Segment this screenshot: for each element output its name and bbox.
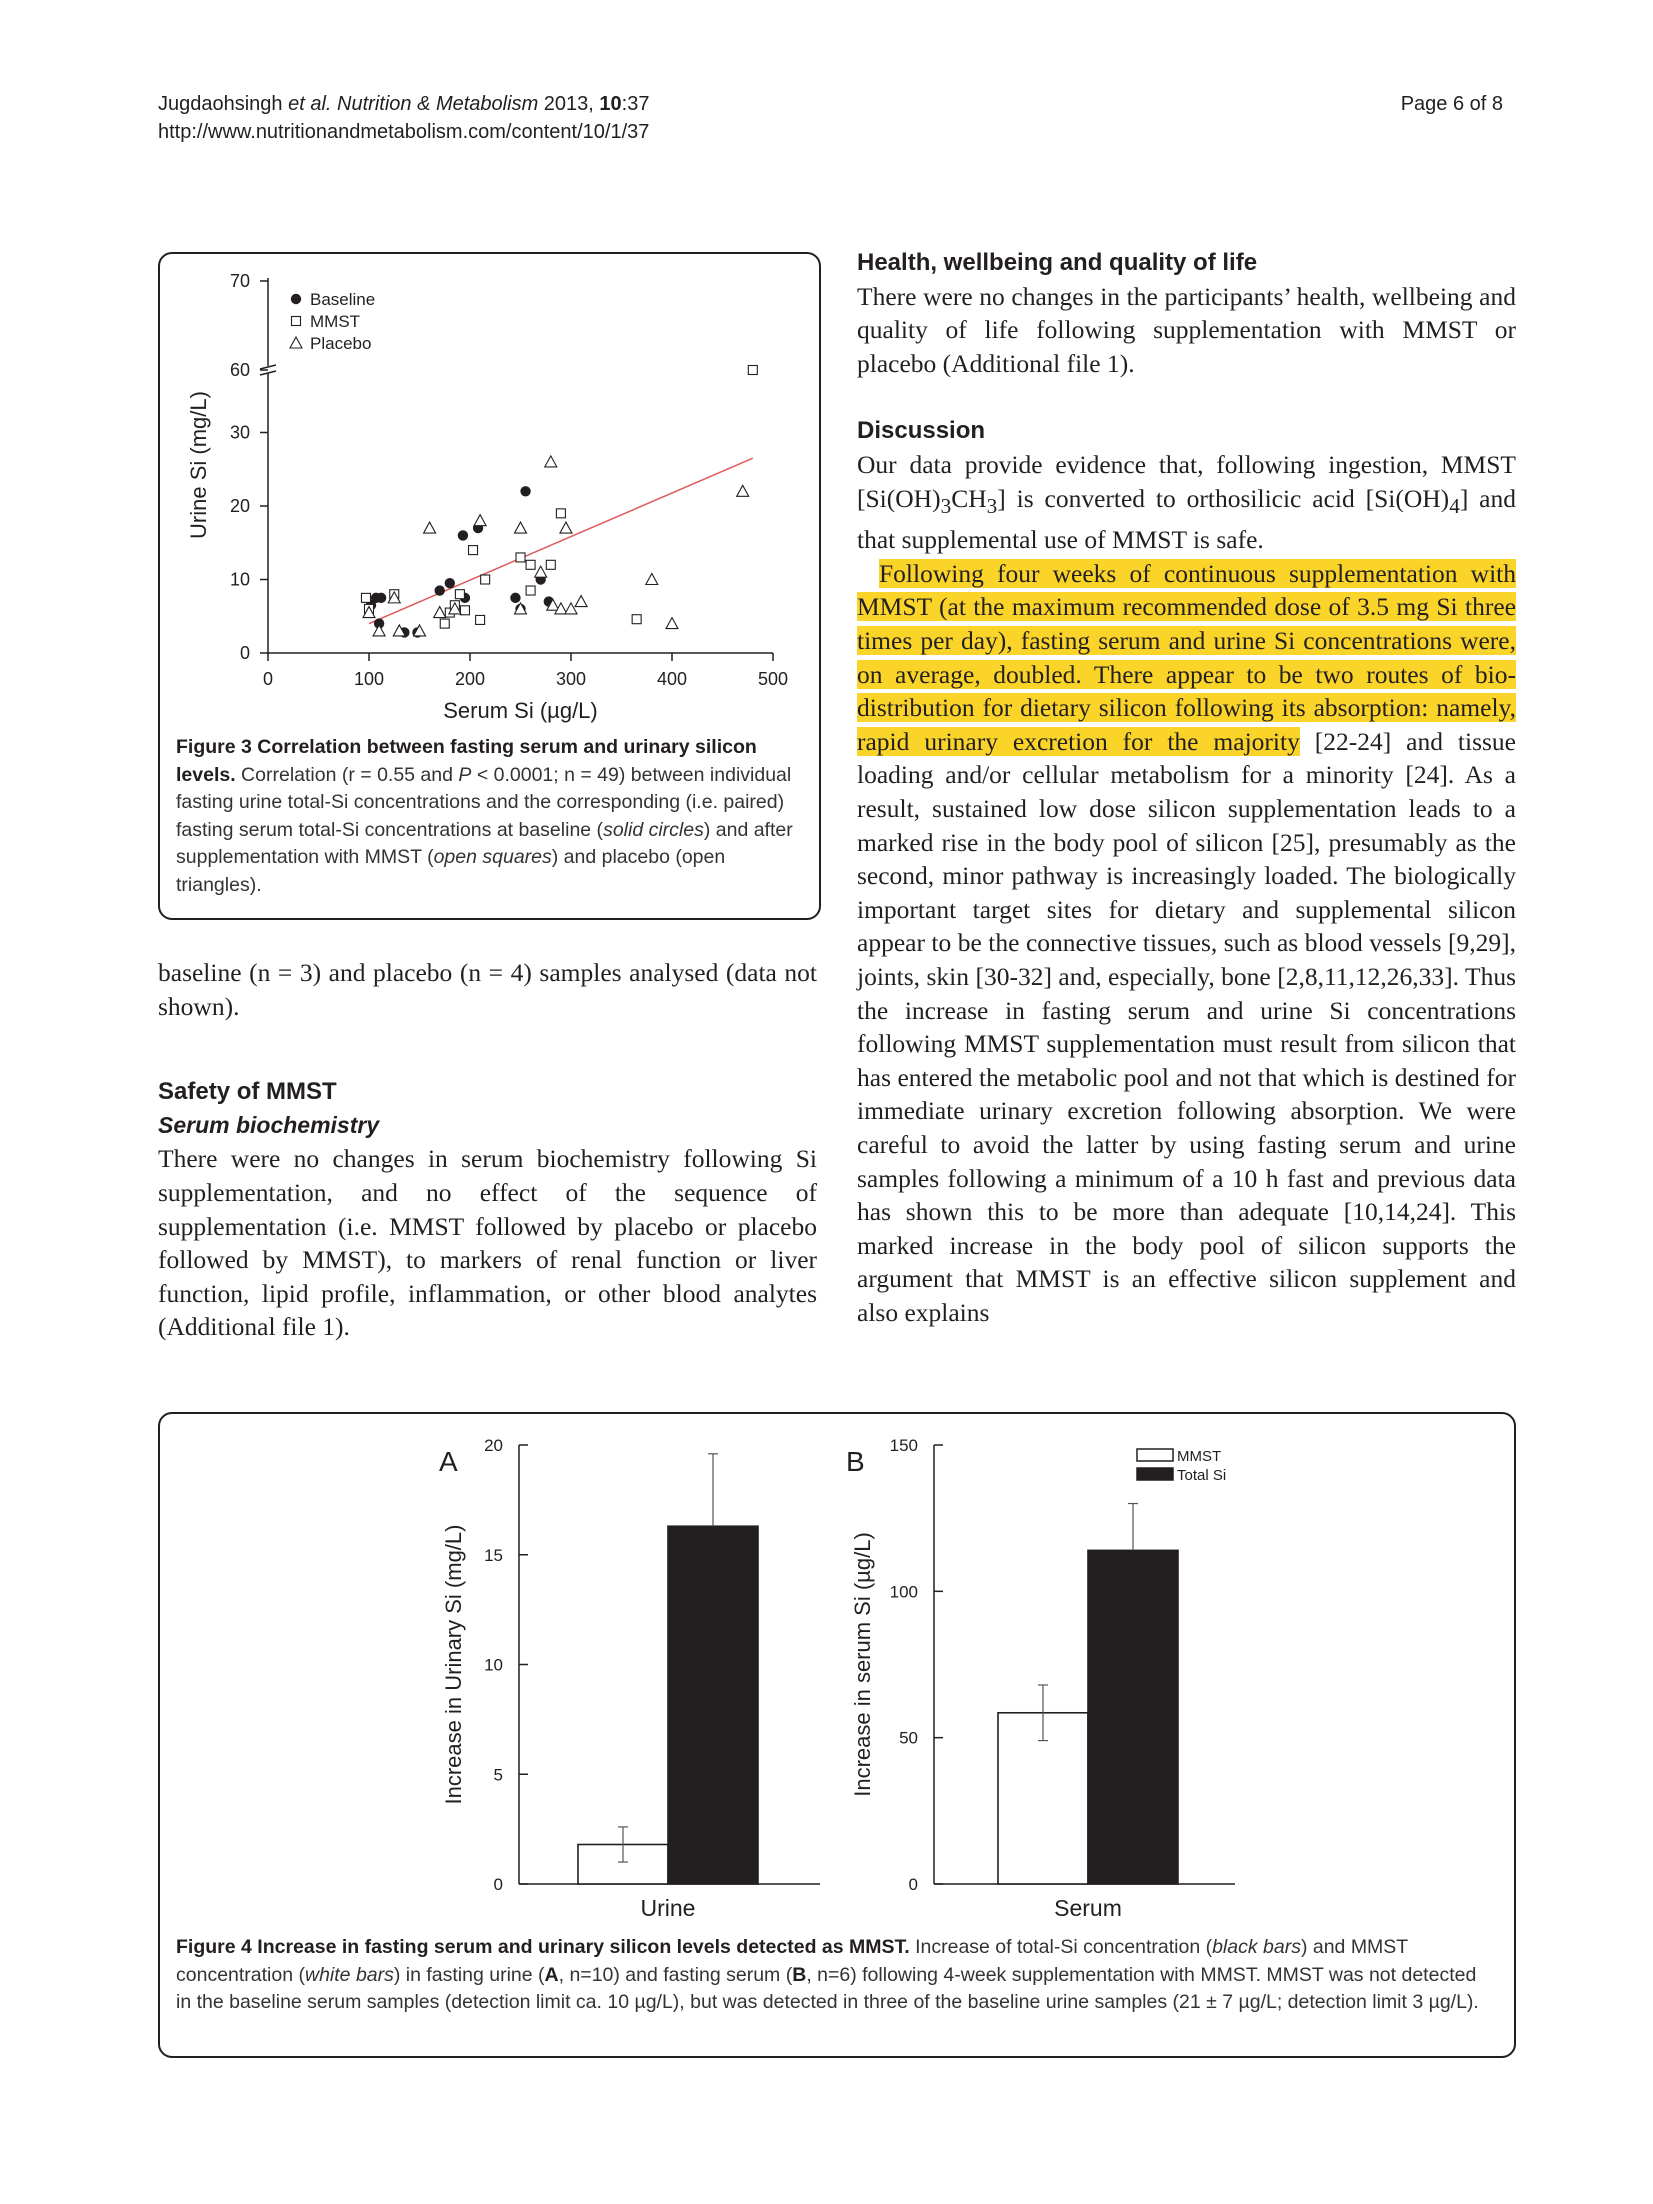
data-point-baseline bbox=[445, 578, 455, 588]
figure-4-bar-charts bbox=[160, 1414, 1514, 1934]
figure-4-label: Figure 4 bbox=[176, 1936, 252, 1958]
legend-label-mmst: MMST bbox=[310, 312, 361, 331]
data-point-placebo bbox=[737, 485, 749, 496]
data-point-baseline bbox=[520, 486, 530, 496]
running-header bbox=[158, 90, 649, 146]
legend-label-mmst: MMST bbox=[1177, 1448, 1222, 1465]
figure-3-caption: Figure 3 Correlation between fasting serum and urinary silicon levels. Correlation (r = 0.55 and P < 0.0001; n = 49) between individual fasting urine total-Si concentrations and the corresponding (i.e. paired) fasting serum total-Si concentrations at baseline (solid circles) and after supplementation with MMST (open squares) and placebo (open triangles). bbox=[176, 736, 793, 896]
data-point-mmst bbox=[516, 553, 525, 562]
data-point-placebo bbox=[515, 522, 527, 533]
data-point-placebo bbox=[434, 607, 446, 618]
y-tick-label: 10 bbox=[229, 569, 250, 590]
bar-total-si bbox=[668, 1526, 758, 1884]
data-point-mmst bbox=[481, 575, 490, 584]
figure-4-caption: Figure 4 Increase in fasting serum and urinary silicon levels detected as MMST. Increase of total-Si concentration (black bars) and MMST concentration (white bars) in fasting urine (A, n=10) and fasting serum (B, n=6) following 4-week supplementation with MMST. MMST was not detected in the baseline serum samples (detection limit ca. 10 µg/L), but was detected in three of the baseline urine samples (21 ± 7 µg/L; detection limit 3 µg/L). bbox=[176, 1936, 1479, 2014]
health-paragraph: There were no changes in the participants’ health, wellbeing and quality of life following supplementation with MMST or placebo (Additional file 1). bbox=[857, 281, 1516, 378]
data-point-placebo bbox=[646, 574, 658, 585]
data-point-baseline bbox=[376, 593, 386, 603]
x-tick-label: 300 bbox=[555, 669, 587, 689]
data-point-mmst bbox=[632, 615, 641, 624]
right-column bbox=[857, 246, 1516, 1330]
left-column bbox=[158, 956, 817, 1344]
legend-label-placebo: Placebo bbox=[310, 334, 372, 353]
y-axis-title: Increase in Urinary Si (mg/L) bbox=[441, 1524, 466, 1805]
panel-label: A bbox=[439, 1446, 458, 1477]
y-tick-label: 0 bbox=[493, 1875, 503, 1894]
y-axis-title: Urine Si (mg/L) bbox=[186, 391, 211, 539]
figure-3-box bbox=[158, 252, 821, 920]
legend-label-baseline: Baseline bbox=[310, 290, 376, 309]
legend-swatch-mmst bbox=[1137, 1449, 1173, 1461]
data-point-mmst bbox=[455, 590, 464, 599]
y-tick-label: 0 bbox=[908, 1875, 918, 1894]
data-point-placebo bbox=[474, 515, 486, 526]
x-tick-label: 100 bbox=[353, 669, 385, 689]
page-number: Page 6 of 8 bbox=[1400, 93, 1503, 115]
category-label: Urine bbox=[640, 1895, 696, 1921]
data-point-mmst bbox=[440, 619, 449, 628]
data-point-baseline bbox=[510, 593, 520, 603]
data-point-placebo bbox=[560, 522, 572, 533]
safety-heading: Safety of MMST bbox=[158, 1078, 337, 1106]
y-tick-label: 20 bbox=[484, 1436, 503, 1455]
y-axis-title: Increase in serum Si (µg/L) bbox=[850, 1532, 875, 1797]
data-point-mmst bbox=[476, 615, 485, 624]
x-tick-label: 0 bbox=[262, 669, 274, 689]
highlighted-text[interactable]: Following four weeks of continuous supplementation with MMST (at the maximum recommended dose of 3.5 mg Si three times per day), fasting serum and urine Si concentrations were, on average, doubled. There appear to be two routes of bio-distribution for dietary silicon following its absorption: namely, rapid urinary excretion for the majority bbox=[857, 558, 1516, 756]
panel-label: B bbox=[846, 1446, 865, 1477]
figure-3-label: Figure 3 bbox=[176, 736, 252, 758]
data-point-baseline bbox=[458, 530, 468, 540]
discussion-paragraph-2: Following four weeks of continuous supplementation with MMST (at the maximum recommended dose of 3.5 mg Si three times per day), fasting serum and urine Si concentrations were, on average, doubled. There appear to be two routes of bio-distribution for dietary silicon following its absorption: namely, rapid urinary excretion for the majority [22-24] and tissue loading and/or cellular metabolism for a minority [24]. As a result, sustained low dose silicon supplementation leads to a marked rise in the body pool of silicon [25], presumably as the second, minor pathway is increasingly loaded. The biologically important target sites for dietary and supplemental silicon appear to be the connective tissues, such as blood vessels [9,29], joints, skin [30-32] and, especially, bone [2,8,11,12,26,33]. Thus the increase in fasting serum and urine Si concentrations following MMST supplementation must result from silicon that has entered the metabolic pool and not that which is destined for immediate urinary excretion following absorption. We were careful to avoid the latter by using fasting serum and urine samples following a minimum of a 10 h fast and previous data has shown this to be more than adequate [10,14,24]. This marked increase in the body pool of silicon supports the argument that MMST is an effective silicon supplement and also explains bbox=[857, 558, 1516, 1327]
serum-paragraph: There were no changes in serum biochemistry following Si supplementation, and no effect of the sequence of supplementation (i.e. MMST followed by placebo or placebo followed by MMST), to markers of renal function or liver function, lipid profile, inflammation, or other blood analytes (Additional file 1). bbox=[158, 1144, 817, 1342]
category-label: Serum bbox=[1054, 1895, 1122, 1921]
data-point-mmst bbox=[526, 586, 535, 595]
legend-label-total-si: Total Si bbox=[1177, 1467, 1227, 1484]
serum-biochemistry-subheading: Serum biochemistry bbox=[158, 1111, 380, 1138]
y-tick-label: 20 bbox=[229, 496, 250, 516]
x-tick-label: 200 bbox=[454, 669, 486, 689]
data-point-placebo bbox=[666, 618, 678, 629]
data-point-mmst bbox=[748, 366, 757, 375]
data-point-mmst bbox=[526, 560, 535, 569]
y-tick-label: 0 bbox=[239, 643, 250, 663]
y-tick-label: 100 bbox=[889, 1582, 918, 1602]
y-tick-label: 70 bbox=[229, 271, 250, 291]
y-tick-label: 15 bbox=[484, 1545, 503, 1565]
x-tick-label: 500 bbox=[757, 669, 789, 689]
data-point-placebo bbox=[565, 603, 577, 614]
y-tick-label: 10 bbox=[484, 1655, 503, 1675]
legend-marker-mmst bbox=[292, 317, 301, 326]
data-point-mmst bbox=[556, 509, 565, 518]
legend-marker-baseline bbox=[291, 294, 301, 304]
data-point-mmst bbox=[460, 606, 469, 615]
x-tick-label: 400 bbox=[656, 669, 688, 689]
data-point-placebo bbox=[575, 596, 587, 607]
health-heading: Health, wellbeing and quality of life bbox=[857, 249, 1258, 276]
data-point-mmst bbox=[546, 560, 555, 569]
y-tick-label: 60 bbox=[229, 360, 250, 380]
data-point-mmst bbox=[361, 593, 370, 602]
x-axis-title: Serum Si (µg/L) bbox=[443, 698, 598, 723]
regression-line bbox=[369, 458, 753, 623]
article-url[interactable]: http://www.nutritionandmetabolism.com/content/10/1/37 bbox=[158, 121, 650, 143]
y-tick-label: 30 bbox=[229, 422, 250, 443]
data-point-placebo bbox=[545, 456, 557, 467]
data-point-placebo bbox=[535, 566, 547, 577]
discussion-paragraph-1: Our data provide evidence that, following ingestion, MMST $[Si(OH)_3CH_3]$ is converted to orthosilicic acid $[Si(OH)_4]$ and that supplemental use of MMST is safe. bbox=[857, 449, 1517, 555]
bar-total-si bbox=[1088, 1550, 1178, 1884]
citation: Jugdaohsingh et al. Nutrition & Metabolism 2013, 10:37 bbox=[158, 93, 650, 115]
data-point-mmst bbox=[469, 546, 478, 555]
y-tick-label: 5 bbox=[493, 1765, 503, 1785]
discussion-heading: Discussion bbox=[857, 417, 986, 445]
data-point-baseline bbox=[435, 585, 445, 595]
continuation-paragraph: baseline (n = 3) and placebo (n = 4) samples analysed (data not shown). bbox=[158, 958, 817, 1021]
y-tick-label: 150 bbox=[889, 1436, 918, 1455]
legend-marker-placebo bbox=[290, 337, 302, 348]
y-tick-label: 50 bbox=[899, 1728, 918, 1748]
figure-4-box bbox=[158, 1412, 1516, 2058]
legend-swatch-total-si bbox=[1137, 1468, 1173, 1480]
data-point-placebo bbox=[424, 522, 436, 533]
figure-3-scatter-plot bbox=[160, 254, 819, 724]
